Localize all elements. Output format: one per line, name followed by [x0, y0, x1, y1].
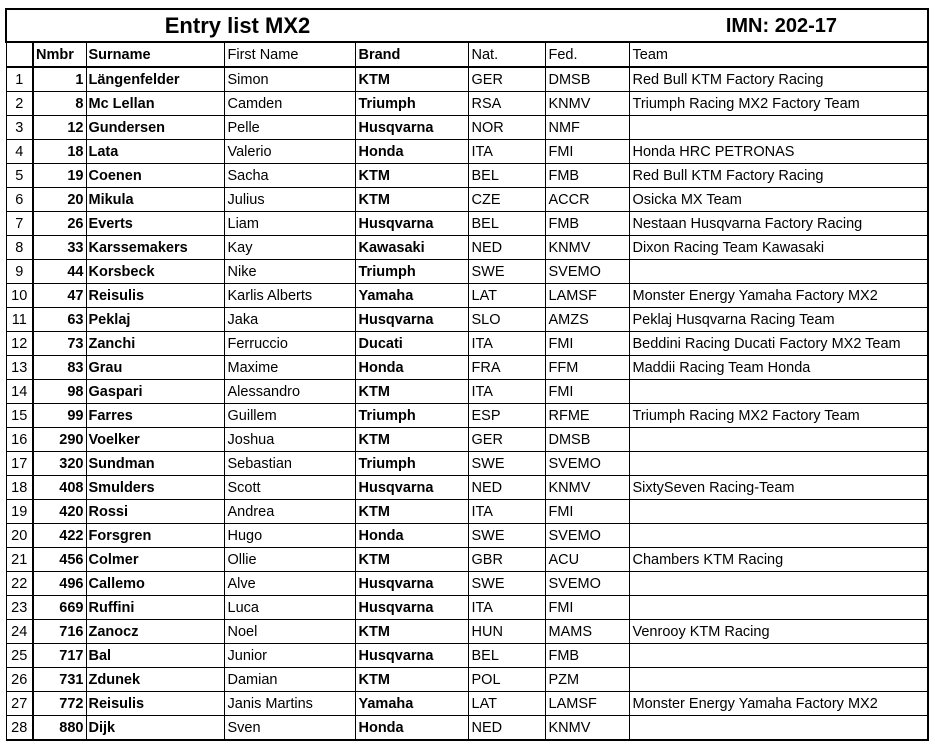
- rider-nationality: ITA: [468, 332, 545, 356]
- rider-team: Honda HRC PETRONAS: [629, 140, 928, 164]
- row-index: 23: [6, 596, 33, 620]
- rider-nationality: ITA: [468, 596, 545, 620]
- table-row: [6, 668, 928, 692]
- rider-nationality: LAT: [468, 692, 545, 716]
- row-index: 24: [6, 620, 33, 644]
- rider-nationality: SWE: [468, 260, 545, 284]
- rider-first-name: Joshua: [224, 428, 355, 452]
- rider-team: Peklaj Husqvarna Racing Team: [629, 308, 928, 332]
- rider-nationality: NOR: [468, 116, 545, 140]
- entry-list-table: [5, 8, 929, 741]
- rider-number: 26: [33, 212, 86, 236]
- rider-brand: Ducati: [355, 332, 468, 356]
- rider-surname: Reisulis: [86, 284, 224, 308]
- rider-number: 8: [33, 92, 86, 116]
- rider-surname: Lata: [86, 140, 224, 164]
- rider-first-name: Karlis Alberts: [224, 284, 355, 308]
- rider-federation: LAMSF: [545, 284, 629, 308]
- rider-brand: Honda: [355, 524, 468, 548]
- rider-surname: Rossi: [86, 500, 224, 524]
- rider-nationality: SLO: [468, 308, 545, 332]
- row-index: 22: [6, 572, 33, 596]
- rider-nationality: GER: [468, 428, 545, 452]
- row-index: 15: [6, 404, 33, 428]
- rider-number: 47: [33, 284, 86, 308]
- header-surname: Surname: [86, 42, 224, 67]
- rider-federation: ACCR: [545, 188, 629, 212]
- rider-number: 290: [33, 428, 86, 452]
- table-row: [6, 140, 928, 164]
- rider-surname: Callemo: [86, 572, 224, 596]
- rider-first-name: Scott: [224, 476, 355, 500]
- row-index: 12: [6, 332, 33, 356]
- rider-federation: SVEMO: [545, 452, 629, 476]
- rider-nationality: GBR: [468, 548, 545, 572]
- rider-brand: Triumph: [355, 260, 468, 284]
- rider-brand: Kawasaki: [355, 236, 468, 260]
- row-index: 7: [6, 212, 33, 236]
- rider-number: 717: [33, 644, 86, 668]
- rider-surname: Reisulis: [86, 692, 224, 716]
- row-index: 18: [6, 476, 33, 500]
- table-row: [6, 356, 928, 380]
- rider-team: [629, 428, 928, 452]
- table-row: [6, 380, 928, 404]
- rider-nationality: SWE: [468, 452, 545, 476]
- table-row: [6, 164, 928, 188]
- table-row: [6, 67, 928, 92]
- rider-surname: Smulders: [86, 476, 224, 500]
- rider-surname: Mc Lellan: [86, 92, 224, 116]
- rider-federation: FMB: [545, 644, 629, 668]
- rider-team: [629, 716, 928, 741]
- rider-number: 19: [33, 164, 86, 188]
- table-row: [6, 116, 928, 140]
- rider-number: 44: [33, 260, 86, 284]
- rider-first-name: Sacha: [224, 164, 355, 188]
- rider-number: 880: [33, 716, 86, 741]
- table-row: [6, 284, 928, 308]
- rider-first-name: Ferruccio: [224, 332, 355, 356]
- rider-federation: MAMS: [545, 620, 629, 644]
- rider-number: 12: [33, 116, 86, 140]
- row-index: 21: [6, 548, 33, 572]
- rider-first-name: Julius: [224, 188, 355, 212]
- rider-brand: KTM: [355, 548, 468, 572]
- header-row: [6, 42, 928, 67]
- rider-team: Maddii Racing Team Honda: [629, 356, 928, 380]
- rider-nationality: SWE: [468, 524, 545, 548]
- rider-team: Dixon Racing Team Kawasaki: [629, 236, 928, 260]
- rider-brand: Triumph: [355, 92, 468, 116]
- rider-number: 63: [33, 308, 86, 332]
- rider-federation: FMI: [545, 380, 629, 404]
- rider-brand: KTM: [355, 380, 468, 404]
- rider-brand: Husqvarna: [355, 116, 468, 140]
- rider-federation: SVEMO: [545, 524, 629, 548]
- rider-team: [629, 116, 928, 140]
- rider-first-name: Noel: [224, 620, 355, 644]
- rider-number: 320: [33, 452, 86, 476]
- rider-brand: KTM: [355, 188, 468, 212]
- rider-brand: Triumph: [355, 404, 468, 428]
- rider-number: 83: [33, 356, 86, 380]
- rider-first-name: Ollie: [224, 548, 355, 572]
- rider-first-name: Guillem: [224, 404, 355, 428]
- rider-team: Red Bull KTM Factory Racing: [629, 67, 928, 92]
- row-index: 6: [6, 188, 33, 212]
- header-team: Team: [629, 42, 928, 67]
- rider-first-name: Camden: [224, 92, 355, 116]
- rider-surname: Everts: [86, 212, 224, 236]
- rider-federation: SVEMO: [545, 572, 629, 596]
- rider-team: Venrooy KTM Racing: [629, 620, 928, 644]
- rider-federation: FMB: [545, 164, 629, 188]
- rider-team: [629, 572, 928, 596]
- rider-federation: ACU: [545, 548, 629, 572]
- rider-nationality: HUN: [468, 620, 545, 644]
- table-row: [6, 236, 928, 260]
- rider-number: 496: [33, 572, 86, 596]
- rider-federation: PZM: [545, 668, 629, 692]
- rider-nationality: SWE: [468, 572, 545, 596]
- row-index: 11: [6, 308, 33, 332]
- rider-first-name: Damian: [224, 668, 355, 692]
- rider-team: [629, 524, 928, 548]
- rider-brand: Yamaha: [355, 284, 468, 308]
- rider-brand: Husqvarna: [355, 644, 468, 668]
- rider-nationality: GER: [468, 67, 545, 92]
- rider-surname: Korsbeck: [86, 260, 224, 284]
- rider-team: Nestaan Husqvarna Factory Racing: [629, 212, 928, 236]
- table-row: [6, 332, 928, 356]
- row-index: 16: [6, 428, 33, 452]
- rider-surname: Peklaj: [86, 308, 224, 332]
- rider-nationality: NED: [468, 716, 545, 741]
- rider-surname: Gaspari: [86, 380, 224, 404]
- rider-brand: Honda: [355, 140, 468, 164]
- rider-number: 33: [33, 236, 86, 260]
- header-brand: Brand: [355, 42, 468, 67]
- rider-brand: Husqvarna: [355, 476, 468, 500]
- rider-first-name: Junior: [224, 644, 355, 668]
- rider-federation: DMSB: [545, 428, 629, 452]
- row-index: 27: [6, 692, 33, 716]
- rider-team: [629, 596, 928, 620]
- rider-federation: FMI: [545, 332, 629, 356]
- rider-surname: Karssemakers: [86, 236, 224, 260]
- rider-number: 408: [33, 476, 86, 500]
- header-index: [6, 42, 33, 67]
- rider-first-name: Maxime: [224, 356, 355, 380]
- header-fed: Fed.: [545, 42, 629, 67]
- table-row: [6, 644, 928, 668]
- table-row: [6, 260, 928, 284]
- rider-first-name: Alve: [224, 572, 355, 596]
- rider-brand: KTM: [355, 500, 468, 524]
- rider-number: 73: [33, 332, 86, 356]
- rider-surname: Coenen: [86, 164, 224, 188]
- row-index: 1: [6, 67, 33, 92]
- rider-first-name: Pelle: [224, 116, 355, 140]
- table-row: [6, 452, 928, 476]
- header-first-name: First Name: [224, 42, 355, 67]
- rider-team: Triumph Racing MX2 Factory Team: [629, 404, 928, 428]
- rider-number: 669: [33, 596, 86, 620]
- rider-first-name: Janis Martins: [224, 692, 355, 716]
- rider-number: 20: [33, 188, 86, 212]
- rider-nationality: BEL: [468, 644, 545, 668]
- rider-team: Monster Energy Yamaha Factory MX2: [629, 284, 928, 308]
- rider-number: 18: [33, 140, 86, 164]
- row-index: 13: [6, 356, 33, 380]
- rider-team: [629, 260, 928, 284]
- rider-number: 456: [33, 548, 86, 572]
- row-index: 19: [6, 500, 33, 524]
- row-index: 9: [6, 260, 33, 284]
- rider-nationality: ESP: [468, 404, 545, 428]
- rider-nationality: RSA: [468, 92, 545, 116]
- rider-team: [629, 644, 928, 668]
- table-row: [6, 428, 928, 452]
- rider-surname: Colmer: [86, 548, 224, 572]
- rider-surname: Zanocz: [86, 620, 224, 644]
- rider-surname: Ruffini: [86, 596, 224, 620]
- table-row: [6, 524, 928, 548]
- rider-nationality: NED: [468, 476, 545, 500]
- rider-first-name: Alessandro: [224, 380, 355, 404]
- rider-team: [629, 668, 928, 692]
- rider-first-name: Simon: [224, 67, 355, 92]
- rider-first-name: Luca: [224, 596, 355, 620]
- rider-nationality: BEL: [468, 164, 545, 188]
- rider-brand: KTM: [355, 668, 468, 692]
- rider-first-name: Valerio: [224, 140, 355, 164]
- table-row: [6, 212, 928, 236]
- rider-team: Chambers KTM Racing: [629, 548, 928, 572]
- rider-brand: Triumph: [355, 452, 468, 476]
- rider-brand: Husqvarna: [355, 212, 468, 236]
- rider-team: SixtySeven Racing-Team: [629, 476, 928, 500]
- table-row: [6, 692, 928, 716]
- rider-federation: KNMV: [545, 716, 629, 741]
- rider-team: Triumph Racing MX2 Factory Team: [629, 92, 928, 116]
- rider-nationality: BEL: [468, 212, 545, 236]
- rider-number: 99: [33, 404, 86, 428]
- row-index: 2: [6, 92, 33, 116]
- table-row: [6, 620, 928, 644]
- rider-surname: Längenfelder: [86, 67, 224, 92]
- table-row: [6, 404, 928, 428]
- table-row: [6, 92, 928, 116]
- rider-team: Osicka MX Team: [629, 188, 928, 212]
- row-index: 25: [6, 644, 33, 668]
- rider-first-name: Andrea: [224, 500, 355, 524]
- rider-federation: KNMV: [545, 476, 629, 500]
- table-row: [6, 596, 928, 620]
- rider-number: 772: [33, 692, 86, 716]
- rider-surname: Dijk: [86, 716, 224, 741]
- rider-federation: NMF: [545, 116, 629, 140]
- rider-federation: LAMSF: [545, 692, 629, 716]
- rider-federation: RFME: [545, 404, 629, 428]
- rider-team: Beddini Racing Ducati Factory MX2 Team: [629, 332, 928, 356]
- rider-nationality: ITA: [468, 500, 545, 524]
- title-row: [6, 9, 928, 42]
- rider-nationality: ITA: [468, 380, 545, 404]
- entry-list-sheet: [5, 8, 929, 741]
- row-index: 26: [6, 668, 33, 692]
- rider-team: Red Bull KTM Factory Racing: [629, 164, 928, 188]
- table-row: [6, 476, 928, 500]
- rider-first-name: Sven: [224, 716, 355, 741]
- row-index: 8: [6, 236, 33, 260]
- rider-surname: Forsgren: [86, 524, 224, 548]
- rider-brand: KTM: [355, 67, 468, 92]
- rider-brand: KTM: [355, 620, 468, 644]
- rider-surname: Grau: [86, 356, 224, 380]
- rider-federation: DMSB: [545, 67, 629, 92]
- table-row: [6, 308, 928, 332]
- rider-team: [629, 380, 928, 404]
- rider-nationality: FRA: [468, 356, 545, 380]
- rider-number: 420: [33, 500, 86, 524]
- rider-brand: Husqvarna: [355, 572, 468, 596]
- rider-federation: FMB: [545, 212, 629, 236]
- rider-number: 716: [33, 620, 86, 644]
- rider-federation: KNMV: [545, 236, 629, 260]
- rider-brand: Honda: [355, 716, 468, 741]
- rider-federation: SVEMO: [545, 260, 629, 284]
- rider-federation: FMI: [545, 596, 629, 620]
- rider-nationality: ITA: [468, 140, 545, 164]
- header-nmbr: Nmbr: [33, 42, 86, 67]
- row-index: 20: [6, 524, 33, 548]
- rider-number: 422: [33, 524, 86, 548]
- rider-surname: Zdunek: [86, 668, 224, 692]
- rider-first-name: Sebastian: [224, 452, 355, 476]
- row-index: 5: [6, 164, 33, 188]
- rider-federation: KNMV: [545, 92, 629, 116]
- rider-surname: Gundersen: [86, 116, 224, 140]
- rider-number: 1: [33, 67, 86, 92]
- rider-team: Monster Energy Yamaha Factory MX2: [629, 692, 928, 716]
- rider-federation: FFM: [545, 356, 629, 380]
- rider-first-name: Liam: [224, 212, 355, 236]
- row-index: 3: [6, 116, 33, 140]
- rider-surname: Voelker: [86, 428, 224, 452]
- row-index: 17: [6, 452, 33, 476]
- rider-brand: Husqvarna: [355, 308, 468, 332]
- row-index: 28: [6, 716, 33, 741]
- table-row: [6, 548, 928, 572]
- table-row: [6, 188, 928, 212]
- row-index: 4: [6, 140, 33, 164]
- rider-federation: FMI: [545, 500, 629, 524]
- rider-brand: KTM: [355, 428, 468, 452]
- rider-first-name: Jaka: [224, 308, 355, 332]
- rider-number: 731: [33, 668, 86, 692]
- rider-surname: Zanchi: [86, 332, 224, 356]
- table-row: [6, 716, 928, 741]
- rider-brand: Yamaha: [355, 692, 468, 716]
- rider-surname: Mikula: [86, 188, 224, 212]
- header-nat: Nat.: [468, 42, 545, 67]
- rider-nationality: POL: [468, 668, 545, 692]
- rider-team: [629, 452, 928, 476]
- table-row: [6, 572, 928, 596]
- rider-nationality: NED: [468, 236, 545, 260]
- rider-team: [629, 500, 928, 524]
- row-index: 14: [6, 380, 33, 404]
- rider-surname: Sundman: [86, 452, 224, 476]
- rider-first-name: Kay: [224, 236, 355, 260]
- rider-nationality: LAT: [468, 284, 545, 308]
- rider-number: 98: [33, 380, 86, 404]
- rider-first-name: Nike: [224, 260, 355, 284]
- rider-surname: Bal: [86, 644, 224, 668]
- rider-surname: Farres: [86, 404, 224, 428]
- rider-brand: Honda: [355, 356, 468, 380]
- rider-federation: FMI: [545, 140, 629, 164]
- row-index: 10: [6, 284, 33, 308]
- rider-brand: Husqvarna: [355, 596, 468, 620]
- rider-nationality: CZE: [468, 188, 545, 212]
- imn-label: IMN: 202-17: [468, 9, 928, 42]
- rider-brand: KTM: [355, 164, 468, 188]
- rider-first-name: Hugo: [224, 524, 355, 548]
- rider-federation: AMZS: [545, 308, 629, 332]
- table-row: [6, 500, 928, 524]
- sheet-title: Entry list MX2: [6, 9, 468, 42]
